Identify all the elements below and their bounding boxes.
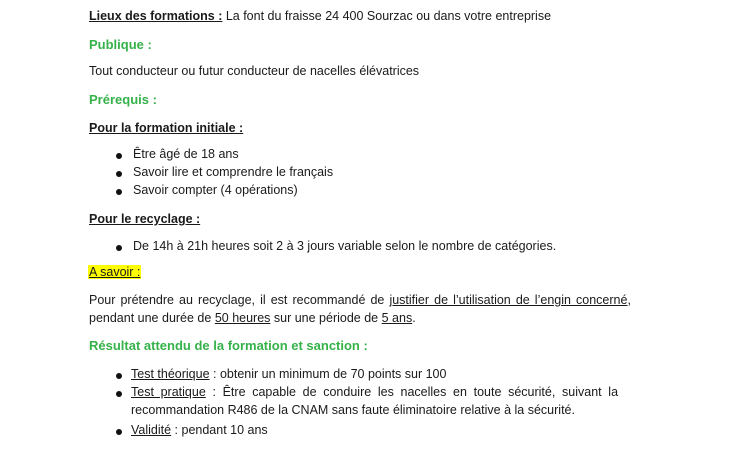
bullet-icon — [116, 391, 122, 397]
resultat-item-2-cont: recommandation R486 de la CNAM sans faute éliminatoire relative à la sécurité. — [131, 403, 575, 417]
lieux-line — [89, 8, 551, 24]
lieux-value: La font du fraisse 24 400 Sourzac ou dans votre entreprise — [222, 9, 552, 23]
initiale-label: Pour la formation initiale : — [89, 121, 244, 135]
a-savoir-line-1 — [89, 292, 661, 308]
bullet-icon — [116, 189, 122, 195]
a-savoir-text-2c: . — [412, 311, 416, 325]
resultat-item-1-text: : obtenir un minimum de 70 points sur 100 — [209, 367, 447, 381]
publique-heading: Publique : — [89, 37, 152, 52]
a-savoir-label: A savoir : — [89, 265, 141, 279]
resultat-item-3 — [131, 422, 268, 438]
resultat-item-3-label: Validité — [131, 423, 172, 437]
initiale-item-1: Être âgé de 18 ans — [133, 147, 239, 161]
a-savoir-text-2b: sur une période de — [270, 311, 382, 325]
initiale-item-2: Savoir lire et comprendre le français — [133, 165, 334, 179]
resultat-item-3-text: : pendant 10 ans — [171, 423, 268, 437]
a-savoir-line-2 — [89, 310, 416, 326]
bullet-icon — [116, 153, 122, 159]
resultat-item-2-text: : Être capable de conduire les nacelles en toute sécurité, suivant la — [205, 385, 619, 399]
bullet-icon — [116, 429, 122, 435]
resultat-item-2-label: Test pratique — [131, 385, 206, 399]
resultat-item-2 — [131, 384, 661, 400]
publique-text: Tout conducteur ou futur conducteur de nacelles élévatrices — [89, 64, 420, 78]
resultat-item-1-label: Test théorique — [131, 367, 210, 381]
a-savoir-underline-2: 50 heures — [214, 311, 271, 325]
a-savoir-underline-1: justifier de l’utilisation de l’engin concerné — [389, 293, 628, 307]
a-savoir-label-line — [88, 264, 141, 280]
bullet-icon — [116, 245, 122, 251]
prerequis-heading: Prérequis : — [89, 92, 157, 107]
resultat-item-1 — [131, 366, 446, 382]
bullet-icon — [116, 171, 122, 177]
lieux-label: Lieux des formations : — [89, 9, 223, 23]
recyclage-item-1: De 14h à 21h heures soit 2 à 3 jours variable selon le nombre de catégories. — [133, 239, 557, 253]
a-savoir-underline-3: 5 ans — [381, 311, 413, 325]
a-savoir-text-2a: pendant une durée de — [89, 311, 215, 325]
resultat-heading: Résultat attendu de la formation et sanction : — [89, 338, 368, 353]
initiale-item-3: Savoir compter (4 opérations) — [133, 183, 298, 197]
bullet-icon — [116, 373, 122, 379]
a-savoir-text-1: Pour prétendre au recyclage, il est recommandé de — [89, 293, 390, 307]
recyclage-label: Pour le recyclage : — [89, 212, 201, 226]
a-savoir-text-1-end: , — [627, 293, 631, 307]
